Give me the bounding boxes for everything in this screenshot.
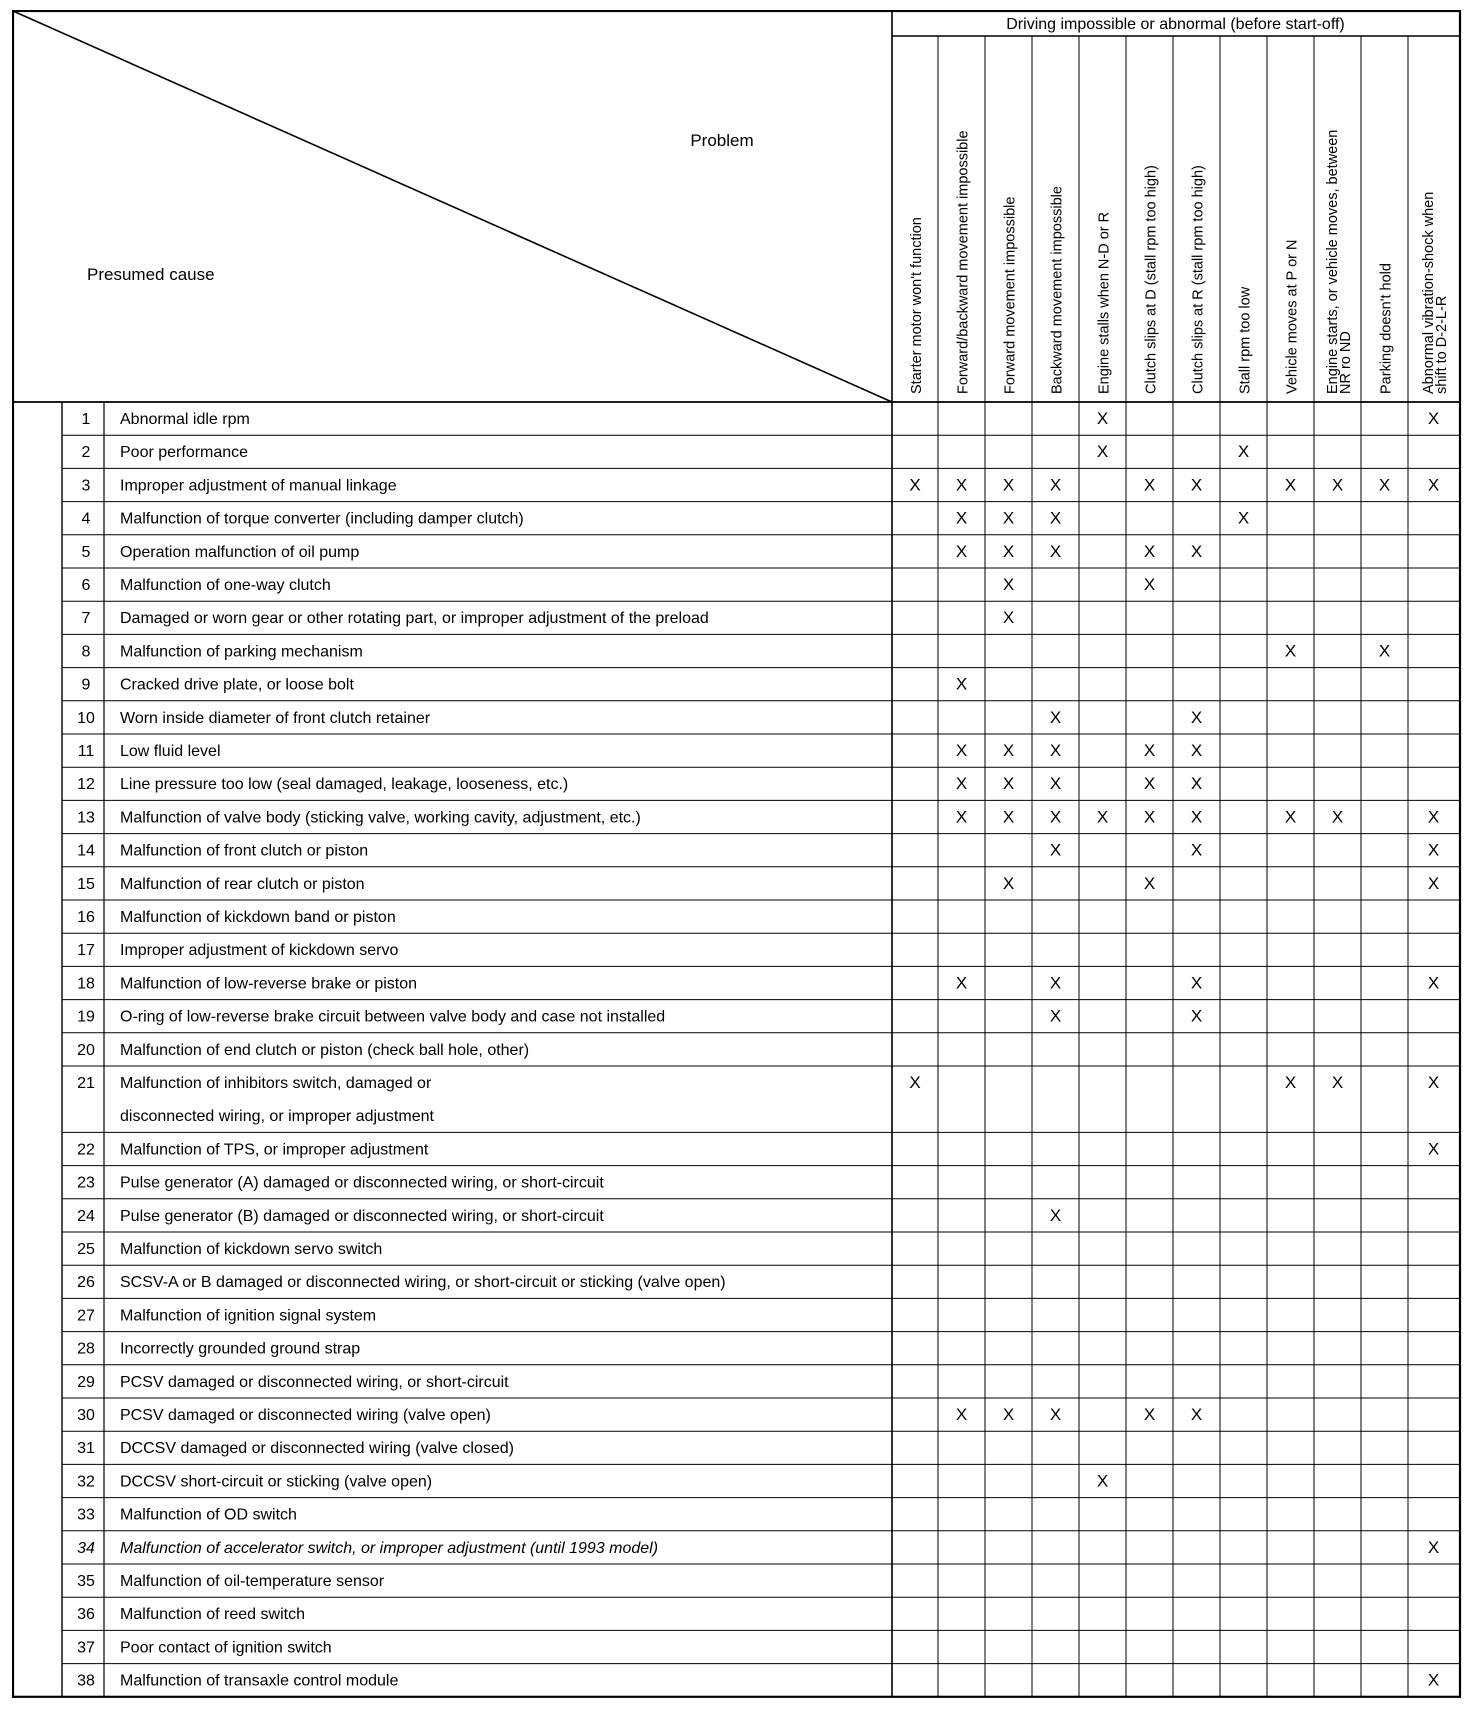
x-mark: X <box>1190 807 1203 827</box>
x-mark: X <box>1049 1205 1062 1225</box>
x-mark: X <box>1378 475 1391 495</box>
row-number: 36 <box>77 1606 95 1624</box>
cause-text: Pulse generator (B) damaged or disconnected wiring, or short-circuit <box>120 1207 604 1225</box>
cause-text: Worn inside diameter of front clutch retainer <box>120 709 431 727</box>
cause-text: PCSV damaged or disconnected wiring (valve open) <box>120 1407 491 1424</box>
x-mark: X <box>1427 807 1440 827</box>
column-header-2: Forward/backward movement impossible <box>955 130 972 394</box>
x-mark: X <box>1143 475 1156 495</box>
cause-text: Malfunction of ignition signal system <box>120 1307 377 1325</box>
row-number: 5 <box>81 543 91 561</box>
x-mark: X <box>1096 807 1109 827</box>
cause-text: Malfunction of torque converter (including damper clutch) <box>120 510 524 528</box>
cause-text: Malfunction of reed switch <box>120 1606 305 1624</box>
x-mark: X <box>1427 1670 1440 1690</box>
row-number: 27 <box>77 1307 95 1325</box>
x-mark: X <box>1049 1405 1062 1424</box>
problem-label: Problem <box>690 131 754 150</box>
x-mark: X <box>1002 741 1015 760</box>
cause-text: disconnected wiring, or improper adjustment <box>120 1108 434 1126</box>
cause-text: DCCSV short-circuit or sticking (valve open) <box>120 1473 433 1491</box>
x-mark: X <box>1143 541 1156 561</box>
x-mark: X <box>1002 1405 1015 1424</box>
cause-text: Improper adjustment of manual linkage <box>120 477 397 495</box>
x-mark: X <box>1096 409 1109 428</box>
x-mark: X <box>1284 807 1297 827</box>
x-mark: X <box>909 1073 921 1092</box>
row-number: 15 <box>77 875 95 893</box>
row-number: 33 <box>77 1506 95 1524</box>
row-number: 6 <box>81 577 91 594</box>
column-header-8: Stall rpm too low <box>1237 286 1254 394</box>
x-mark: X <box>1237 442 1250 462</box>
x-mark: X <box>1190 1405 1203 1424</box>
cause-text: SCSV-A or B damaged or disconnected wiring, or short-circuit or sticking (valve open) <box>120 1274 726 1292</box>
x-mark: X <box>1049 1006 1062 1026</box>
row-number: 35 <box>77 1573 95 1590</box>
x-mark: X <box>1427 409 1440 428</box>
row-number: 17 <box>77 942 95 960</box>
x-mark: X <box>1049 840 1062 860</box>
x-mark: X <box>1331 1073 1344 1092</box>
row-number: 7 <box>81 610 91 628</box>
cause-text: Line pressure too low (seal damaged, leakage, looseness, etc.) <box>120 776 569 794</box>
column-header-10: Engine starts, or vehicle moves, between <box>1325 129 1341 394</box>
cause-text: Poor contact of ignition switch <box>120 1639 332 1657</box>
row-number: 1 <box>81 411 91 428</box>
cause-text: Malfunction of one-way clutch <box>120 577 331 594</box>
cause-text: Malfunction of inhibitors switch, damaged or <box>120 1075 432 1092</box>
column-header-10: NR ro ND <box>1338 331 1354 394</box>
x-mark: X <box>955 774 968 794</box>
cause-text: Malfunction of valve body (sticking valve, working cavity, adjustment, etc.) <box>120 809 641 827</box>
x-mark: X <box>1049 541 1062 561</box>
x-mark: X <box>1049 707 1062 727</box>
x-mark: X <box>1427 1139 1440 1159</box>
cause-text: Malfunction of end clutch or piston (check ball hole, other) <box>120 1041 530 1059</box>
troubleshooting-grid <box>12 10 1462 1712</box>
x-mark: X <box>1427 973 1440 993</box>
cause-text: Cracked drive plate, or loose bolt <box>120 676 354 694</box>
column-header-3: Forward movement impossible <box>1002 196 1019 394</box>
x-mark: X <box>1237 508 1250 528</box>
row-number: 29 <box>77 1373 95 1391</box>
x-mark: X <box>1190 707 1203 727</box>
x-mark: X <box>1190 541 1203 561</box>
cause-text: Malfunction of parking mechanism <box>120 643 363 661</box>
x-mark: X <box>1284 641 1297 661</box>
troubleshooting-table <box>12 10 1462 1712</box>
row-number: 21 <box>77 1075 95 1092</box>
x-mark: X <box>955 973 968 993</box>
x-mark: X <box>955 674 968 694</box>
cause-text: Poor performance <box>120 444 249 462</box>
row-number: 32 <box>77 1473 95 1491</box>
cause-text: Malfunction of kickdown servo switch <box>120 1241 383 1258</box>
row-number: 2 <box>81 444 91 462</box>
x-mark: X <box>1143 575 1156 594</box>
x-mark: X <box>955 508 968 528</box>
cause-text: Malfunction of TPS, or improper adjustment <box>120 1141 429 1159</box>
x-mark: X <box>1427 873 1440 893</box>
x-mark: X <box>955 807 968 827</box>
x-mark: X <box>1143 807 1156 827</box>
row-number: 8 <box>81 643 91 661</box>
x-mark: X <box>955 475 968 495</box>
cause-text: Malfunction of transaxle control module <box>120 1672 399 1690</box>
cause-text: Malfunction of OD switch <box>120 1506 297 1524</box>
x-mark: X <box>1049 807 1062 827</box>
x-mark: X <box>1002 873 1015 893</box>
row-number: 26 <box>77 1274 95 1292</box>
column-header-11: Parking doesn't hold <box>1378 263 1395 394</box>
column-header-7: Clutch slips at R (stall rpm too high) <box>1190 165 1207 394</box>
x-mark: X <box>1143 1405 1156 1424</box>
row-number: 31 <box>77 1440 95 1458</box>
x-mark: X <box>1002 608 1015 628</box>
column-header-1: Starter motor won't function <box>909 217 925 394</box>
x-mark: X <box>1049 774 1062 794</box>
x-mark: X <box>1002 807 1015 827</box>
row-number: 22 <box>77 1141 95 1159</box>
group-title: Driving impossible or abnormal (before start-off) <box>1006 16 1345 33</box>
column-header-4: Backward movement impossible <box>1049 186 1066 394</box>
row-number: 25 <box>77 1241 95 1258</box>
column-header-5: Engine stalls when N-D or R <box>1096 211 1113 394</box>
x-mark: X <box>1143 741 1156 760</box>
cause-text: Malfunction of kickdown band or piston <box>120 909 396 926</box>
row-number: 4 <box>81 510 91 528</box>
x-mark: X <box>909 475 921 495</box>
x-mark: X <box>1002 541 1015 561</box>
x-mark: X <box>1143 774 1156 794</box>
x-mark: X <box>955 741 968 760</box>
cause-text: Pulse generator (A) damaged or disconnected wiring, or short-circuit <box>120 1174 604 1192</box>
row-number: 13 <box>77 809 95 827</box>
x-mark: X <box>1427 475 1440 495</box>
x-mark: X <box>1284 1073 1297 1092</box>
row-number: 37 <box>77 1639 95 1657</box>
x-mark: X <box>1049 508 1062 528</box>
x-mark: X <box>1427 1073 1440 1092</box>
x-mark: X <box>1002 475 1015 495</box>
row-number: 30 <box>77 1407 95 1424</box>
x-mark: X <box>1427 840 1440 860</box>
cause-text: Malfunction of oil-temperature sensor <box>120 1573 385 1590</box>
row-number: 3 <box>81 477 91 495</box>
x-mark: X <box>1427 1537 1440 1557</box>
x-mark: X <box>1190 973 1203 993</box>
cause-text: Malfunction of rear clutch or piston <box>120 875 365 893</box>
x-mark: X <box>1190 475 1203 495</box>
x-mark: X <box>1190 1006 1203 1026</box>
cause-text: Operation malfunction of oil pump <box>120 543 360 561</box>
x-mark: X <box>1049 741 1062 760</box>
row-number: 14 <box>77 842 95 860</box>
cause-text: Improper adjustment of kickdown servo <box>120 942 399 960</box>
row-number: 19 <box>77 1008 95 1026</box>
x-mark: X <box>1331 475 1344 495</box>
row-number: 9 <box>81 676 91 694</box>
row-number: 24 <box>77 1207 95 1225</box>
x-mark: X <box>1190 840 1203 860</box>
column-header-12: Abnormal vibration-shock when <box>1421 191 1437 394</box>
x-mark: X <box>955 541 968 561</box>
x-mark: X <box>1002 575 1015 594</box>
x-mark: X <box>1378 641 1391 661</box>
x-mark: X <box>1049 475 1062 495</box>
cause-text: Abnormal idle rpm <box>120 411 250 428</box>
column-header-12: shift to D-2-L-R <box>1434 295 1450 394</box>
cause-text: Malfunction of low-reverse brake or piston <box>120 975 418 993</box>
x-mark: X <box>1190 741 1203 760</box>
column-header-9: Vehicle moves at P or N <box>1284 239 1301 394</box>
row-number: 18 <box>77 975 95 993</box>
x-mark: X <box>1096 442 1109 462</box>
x-mark: X <box>1190 774 1203 794</box>
row-number: 12 <box>77 776 95 794</box>
cause-text: DCCSV damaged or disconnected wiring (valve closed) <box>120 1440 514 1458</box>
row-number: 10 <box>77 709 95 727</box>
row-number: 34 <box>77 1539 95 1557</box>
row-number: 28 <box>77 1340 95 1358</box>
x-mark: X <box>1284 475 1297 495</box>
x-mark: X <box>1049 973 1062 993</box>
cause-text: Malfunction of accelerator switch, or improper adjustment (until 1993 model) <box>120 1539 659 1557</box>
row-number: 16 <box>77 909 95 926</box>
row-number: 23 <box>77 1174 95 1192</box>
x-mark: X <box>1096 1471 1109 1491</box>
x-mark: X <box>1143 873 1156 893</box>
cause-text: Damaged or worn gear or other rotating part, or improper adjustment of the preload <box>120 610 709 628</box>
presumed-cause-label: Presumed cause <box>87 265 215 284</box>
cause-text: PCSV damaged or disconnected wiring, or short-circuit <box>120 1373 509 1391</box>
cause-text: Low fluid level <box>120 743 221 760</box>
column-header-6: Clutch slips at D (stall rpm too high) <box>1143 165 1160 394</box>
cause-text: Incorrectly grounded ground strap <box>120 1340 361 1358</box>
row-number: 20 <box>77 1041 95 1059</box>
x-mark: X <box>955 1405 968 1424</box>
header-diagonal <box>13 11 892 402</box>
cause-text: Malfunction of front clutch or piston <box>120 842 369 860</box>
x-mark: X <box>1331 807 1344 827</box>
x-mark: X <box>1002 508 1015 528</box>
row-number: 11 <box>77 743 95 760</box>
cause-text: O-ring of low-reverse brake circuit between valve body and case not installed <box>120 1008 666 1026</box>
row-number: 38 <box>77 1672 95 1690</box>
x-mark: X <box>1002 774 1015 794</box>
